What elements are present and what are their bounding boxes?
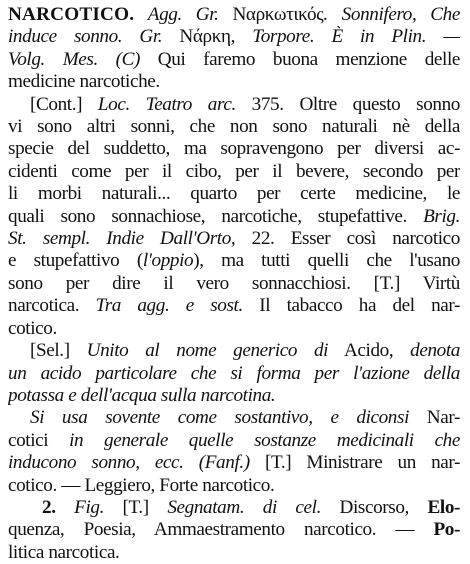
entry-line [8, 26, 460, 48]
entry-text: denota [410, 340, 460, 362]
entry-text: Brig. [423, 205, 460, 227]
entry-line [8, 385, 460, 407]
entry-line [8, 497, 460, 519]
entry-line [8, 295, 460, 317]
entry-line [8, 94, 460, 116]
entry-line [8, 340, 460, 362]
entry-line [8, 116, 460, 138]
entry-text: quenza, Poesia, Ammaestramento narcotico. — [8, 519, 434, 541]
entry-text: vi sono altri sonni, che non sono naturali nè della [8, 116, 460, 138]
entry-text: narcotica. [8, 295, 96, 317]
entry-text: medicine narcotiche. [8, 71, 160, 93]
entry-line [8, 475, 460, 497]
entry-text: Discorso, [320, 496, 428, 518]
entry-text: Ναρκωτικός [232, 4, 324, 25]
entry-line [8, 542, 460, 564]
entry-text: cidenti come per il cibo, per il bevere, secondo per [8, 160, 460, 182]
entry-text: Elo- [427, 496, 460, 518]
entry-text: 22. Esser così narcotico [235, 228, 460, 250]
entry-text: , Torpore. È in Plin. — [230, 26, 460, 48]
entry-text: Volg. Mes. (C) [8, 48, 141, 70]
entry-line [8, 71, 460, 93]
entry-text: 375. Oltre questo sonno [235, 93, 460, 115]
entry-text: Nar- [409, 407, 460, 429]
entry-text: sono per dire il vero sonnacchiosi. [T.] Virtù [8, 272, 460, 294]
entry-text: cotico. [8, 317, 57, 339]
entry-text: Tra agg. e sost. [95, 295, 243, 317]
entry-text: Agg. Gr. [134, 4, 233, 25]
entry-line [8, 138, 460, 160]
entry-text: inducono sonno, ecc. (Fanf.) [8, 452, 250, 474]
entry-text: e stupefattivo ( [8, 250, 143, 272]
entry-line [8, 49, 460, 71]
entry-text: un acido particolare che si forma per l'azione della [8, 362, 460, 384]
entry-text: cotico. — Leggiero, Forte narcotico. [8, 474, 275, 496]
entry-text: specie del suddetto, ma sopravengono per diversi ac- [8, 138, 460, 160]
entry-text: St. sempl. Indie Dall'Orto, [8, 228, 236, 250]
entry-text: [T.] [103, 496, 168, 518]
entry-text: induce sonno. Gr. [8, 26, 180, 48]
entry-line [8, 430, 460, 452]
entry-text: Po- [433, 519, 460, 541]
entry-line [8, 206, 460, 228]
entry-text: Si usa sovente come sostantivo, e diconsi [30, 407, 409, 429]
entry-line [8, 318, 460, 340]
entry-text: Il tabacco ha del nar- [242, 295, 460, 317]
entry-text: potassa e dell'acqua sulla narcotina. [8, 384, 276, 406]
entry-text: Νάρκη [179, 26, 231, 48]
entry-text: ), ma tutti quelli che l'usano [193, 250, 460, 272]
entry-text: 2. [42, 496, 75, 518]
entry-line [8, 250, 460, 272]
entry-line [8, 183, 460, 205]
entry-line [8, 407, 460, 429]
entry-text: . Sonnifero, Che [323, 4, 460, 25]
entry-line [8, 161, 460, 183]
entry-text: l'oppio [142, 250, 194, 272]
entry-text: Segnatam. di cel. [167, 496, 321, 518]
entry-text: Unito al nome generico di [86, 340, 329, 362]
entry-text: [T.] Ministrare un nar- [249, 452, 460, 474]
entry-text: Fig. [74, 496, 104, 518]
entry-text: in generale quelle sostanze medicinali che [69, 429, 460, 451]
entry-text: quali sono sonnachiose, narcotiche, stupefattive. [8, 205, 424, 227]
entry-text: Loc. Teatro arc. [97, 93, 236, 115]
entry-text: [Cont.] [30, 93, 98, 115]
headword: NARCOTICO. [8, 4, 135, 25]
entry-line [8, 228, 460, 250]
entry-text: Qui faremo buona menzione delle [140, 48, 460, 70]
entry-text: Acido, [328, 340, 411, 362]
entry-line [8, 519, 460, 541]
dictionary-entry-narcotico [8, 4, 460, 564]
entry-line [8, 452, 460, 474]
entry-text: cotici [8, 429, 70, 451]
entry-line [8, 363, 460, 385]
entry-text: litica narcotica. [8, 541, 120, 563]
entry-text: li morbi naturali... quarto per certe medicine, le [8, 183, 460, 205]
entry-text: [Sel.] [30, 340, 87, 362]
entry-line [8, 4, 460, 26]
entry-line [8, 273, 460, 295]
